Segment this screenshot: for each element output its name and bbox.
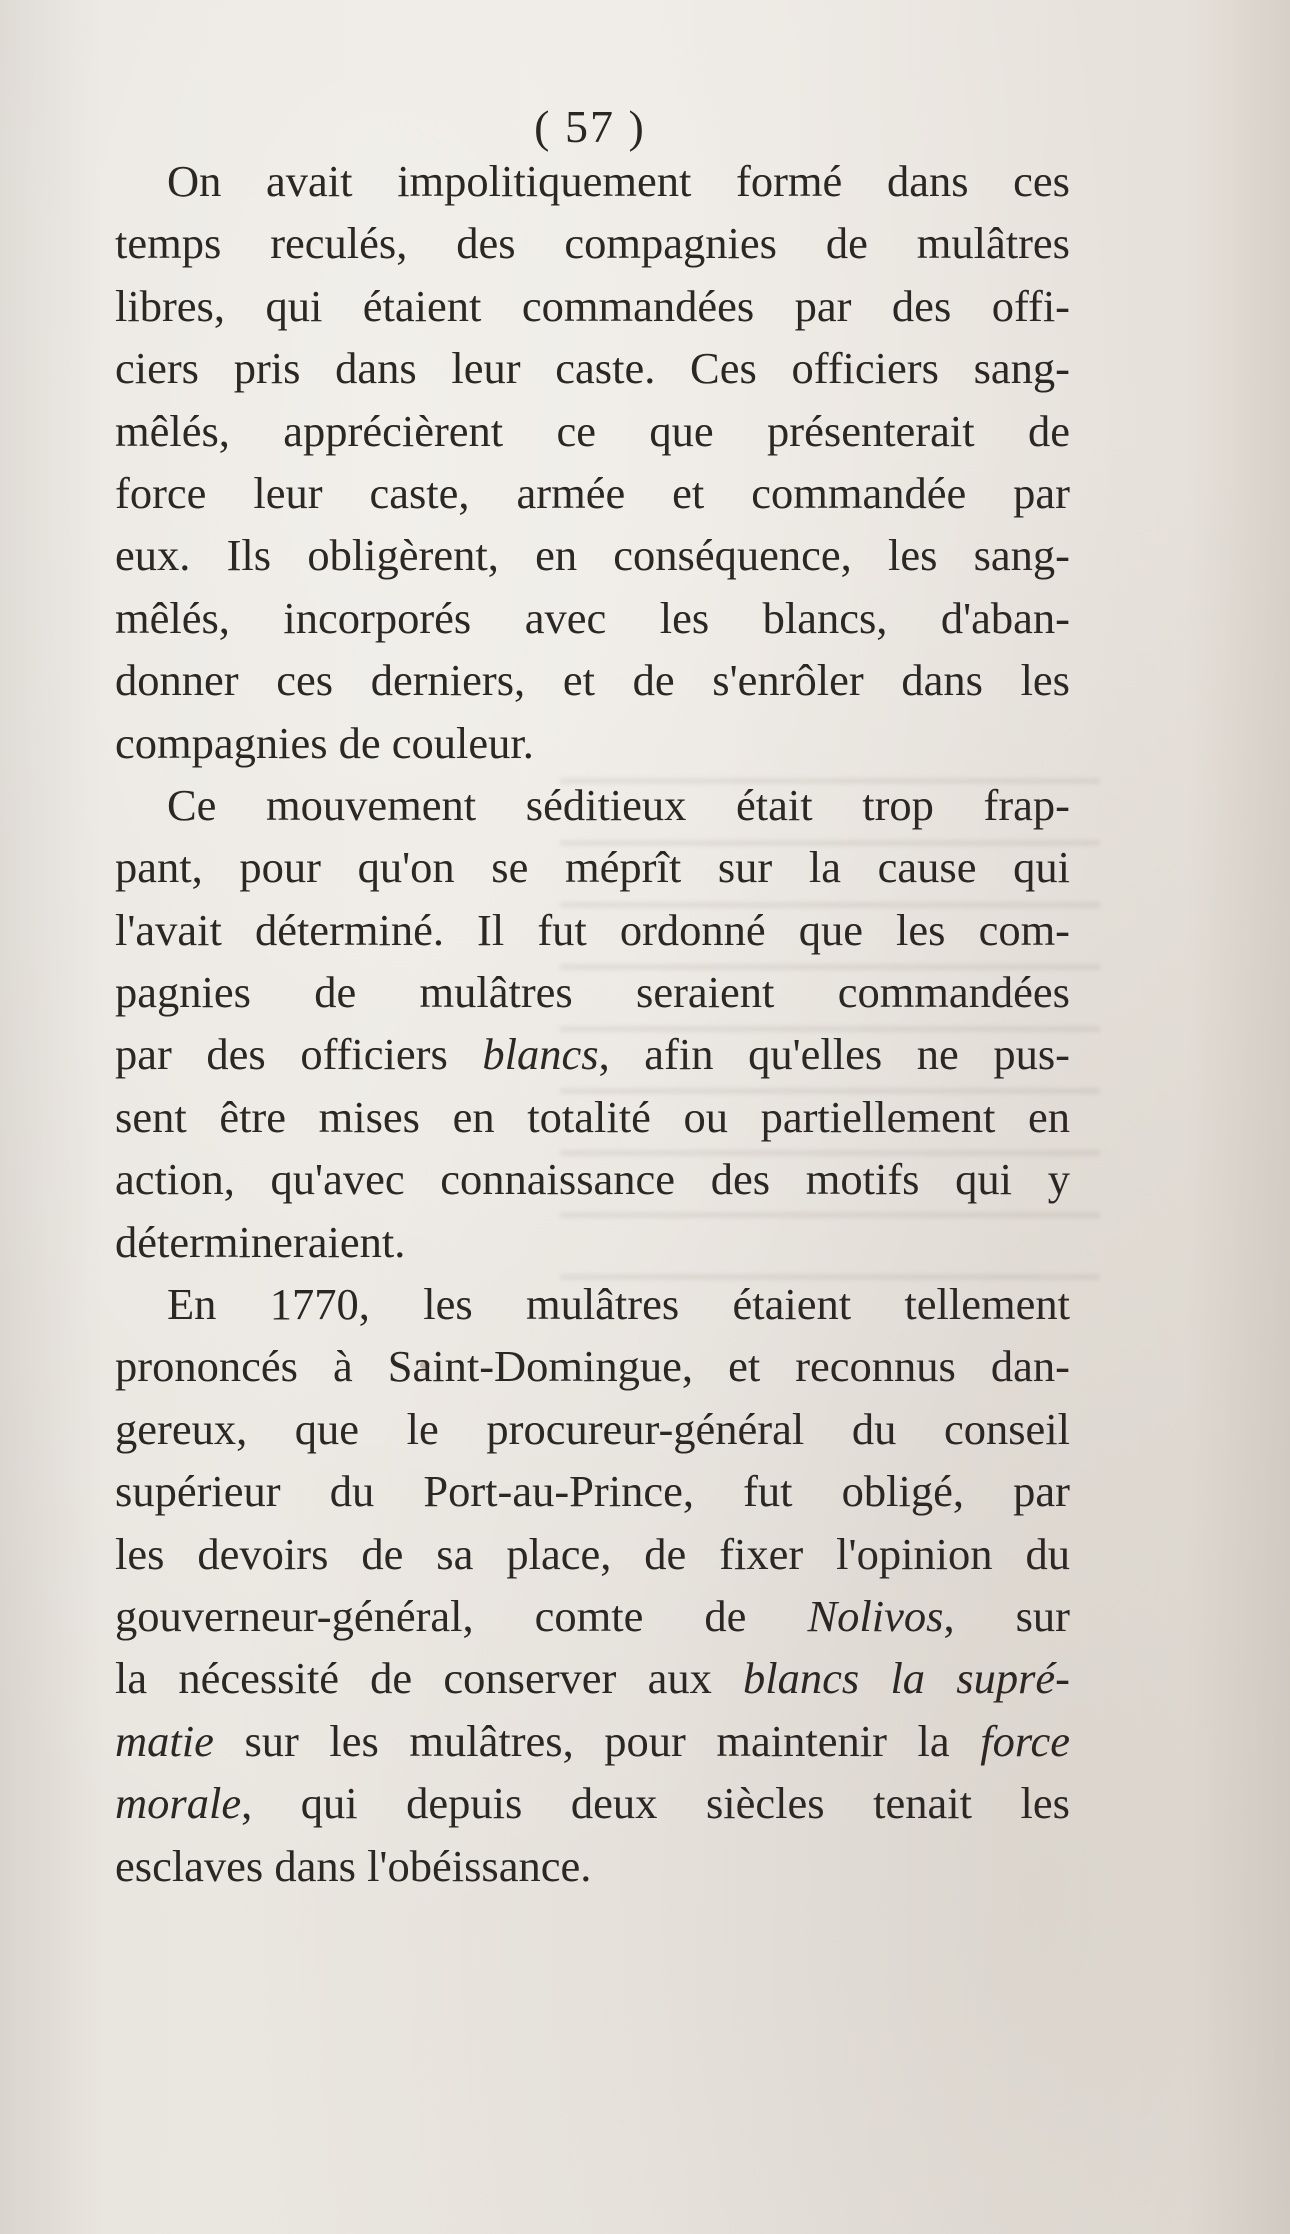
text-line — [115, 836, 1070, 898]
text-segment: sent être mises en totalité ou partiellement en — [115, 1091, 1070, 1142]
text-segment: la nécessité de conserver aux — [115, 1653, 744, 1704]
text-line — [115, 961, 1070, 1023]
text-segment: par des officiers — [115, 1029, 483, 1080]
text-segment: pagnies de mulâtres seraient commandées — [115, 967, 1070, 1018]
text-segment: En 1770, les mulâtres étaient tellement — [167, 1279, 1070, 1330]
text-line — [115, 1523, 1070, 1585]
text-line — [115, 1086, 1070, 1148]
text-line — [115, 899, 1070, 961]
body-text — [115, 150, 1070, 1897]
text-line — [115, 1772, 1070, 1834]
text-line — [115, 1398, 1070, 1460]
text-line — [115, 275, 1070, 337]
text-line — [115, 774, 1070, 836]
text-segment: , afin qu'elles ne pus- — [598, 1029, 1070, 1080]
text-segment: force leur caste, armée et commandée par — [115, 467, 1070, 518]
text-line — [115, 1023, 1070, 1085]
page-number: ( 57 ) — [534, 101, 646, 152]
text-line — [115, 462, 1070, 524]
text-segment: action, qu'avec connaissance des motifs qui y — [115, 1154, 1070, 1205]
text-segment: , qui depuis deux siècles tenait les — [241, 1778, 1070, 1829]
text-line — [115, 337, 1070, 399]
text-line — [115, 1647, 1070, 1709]
text-line — [115, 1710, 1070, 1772]
text-line — [115, 712, 1070, 774]
text-line — [115, 400, 1070, 462]
italic-text: matie — [115, 1715, 214, 1766]
text-segment: gouverneur-général, comte de — [115, 1590, 808, 1641]
text-segment: eux. Ils obligèrent, en conséquence, les sang- — [115, 530, 1070, 581]
text-line — [115, 1460, 1070, 1522]
text-segment: libres, qui étaient commandées par des offi- — [115, 280, 1070, 331]
text-segment: pant, pour qu'on se méprît sur la cause qui — [115, 842, 1070, 893]
text-segment: l'avait déterminé. Il fut ordonné que les com- — [115, 904, 1070, 955]
text-segment: , sur — [943, 1590, 1070, 1641]
text-line — [115, 524, 1070, 586]
text-segment: On avait impolitiquement formé dans ces — [167, 156, 1070, 206]
text-line — [115, 649, 1070, 711]
text-line — [115, 1211, 1070, 1273]
italic-text: force — [980, 1715, 1070, 1766]
text-segment: temps reculés, des compagnies de mulâtres — [115, 218, 1070, 269]
text-segment: supérieur du Port-au-Prince, fut obligé, par — [115, 1466, 1070, 1517]
text-segment: compagnies de couleur. — [115, 717, 534, 768]
text-segment: Ce mouvement séditieux était trop frap- — [167, 779, 1070, 830]
text-segment: les devoirs de sa place, de fixer l'opinion du — [115, 1528, 1070, 1579]
italic-text: Nolivos — [807, 1590, 944, 1641]
text-segment: gereux, que le procureur-général du conseil — [115, 1403, 1070, 1454]
text-line — [115, 212, 1070, 274]
text-segment: prononcés à Saint-Domingue, et reconnus dan- — [115, 1341, 1070, 1392]
italic-text: morale — [115, 1778, 242, 1829]
text-line — [115, 150, 1070, 212]
italic-text: blancs la supré- — [743, 1653, 1070, 1704]
text-line — [115, 1335, 1070, 1397]
text-segment: mêlés, incorporés avec les blancs, d'aban- — [115, 592, 1070, 643]
text-line — [115, 1273, 1070, 1335]
text-segment: mêlés, apprécièrent ce que présenterait de — [115, 405, 1070, 456]
text-line — [115, 1148, 1070, 1210]
text-line — [115, 1835, 1070, 1897]
text-segment: esclaves dans l'obéissance. — [115, 1840, 592, 1891]
text-segment: sur les mulâtres, pour maintenir la — [213, 1715, 981, 1766]
text-line — [115, 587, 1070, 649]
text-segment: détermineraient. — [115, 1216, 406, 1267]
text-segment: donner ces derniers, et de s'enrôler dans les — [115, 655, 1070, 706]
text-line — [115, 1585, 1070, 1647]
italic-text: blancs — [482, 1029, 599, 1080]
text-segment: ciers pris dans leur caste. Ces officiers sang- — [115, 343, 1070, 394]
